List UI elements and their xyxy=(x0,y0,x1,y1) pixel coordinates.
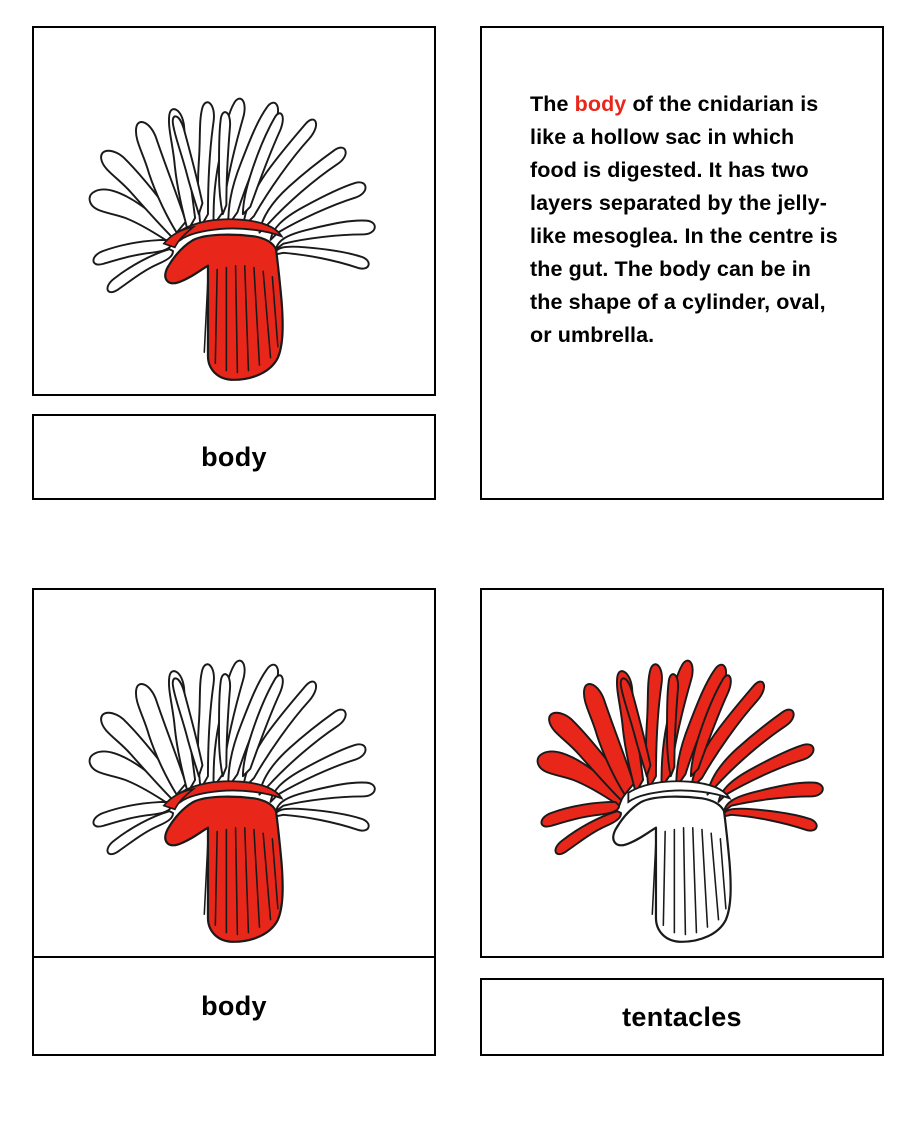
label-box-body-top xyxy=(32,414,436,500)
sea-anemone-body-illustration xyxy=(34,28,434,394)
label-text-body-top: body xyxy=(201,441,267,472)
definition-text xyxy=(530,88,840,352)
picture-card-body-bottom xyxy=(32,588,436,958)
label-box-body-bottom xyxy=(32,958,436,1056)
picture-card-body-top xyxy=(32,26,436,396)
definition-highlight-term: body xyxy=(574,92,627,116)
label-text-tentacles: tentacles xyxy=(622,1001,742,1032)
definition-card-body xyxy=(480,26,884,500)
sea-anemone-tentacles-illustration xyxy=(482,590,882,956)
label-box-tentacles xyxy=(480,978,884,1056)
definition-text-after: of the cnidarian is like a hollow sac in which food is digested. It has two layers separated by the jelly-like mesoglea. In the centre is the gut. The body can be in the shape of a cylinder, oval, or umbrella. xyxy=(530,92,838,347)
sea-anemone-body-illustration-2 xyxy=(34,590,434,956)
label-text-body-bottom: body xyxy=(201,990,267,1021)
picture-card-tentacles xyxy=(480,588,884,958)
definition-text-before: The xyxy=(530,92,575,116)
